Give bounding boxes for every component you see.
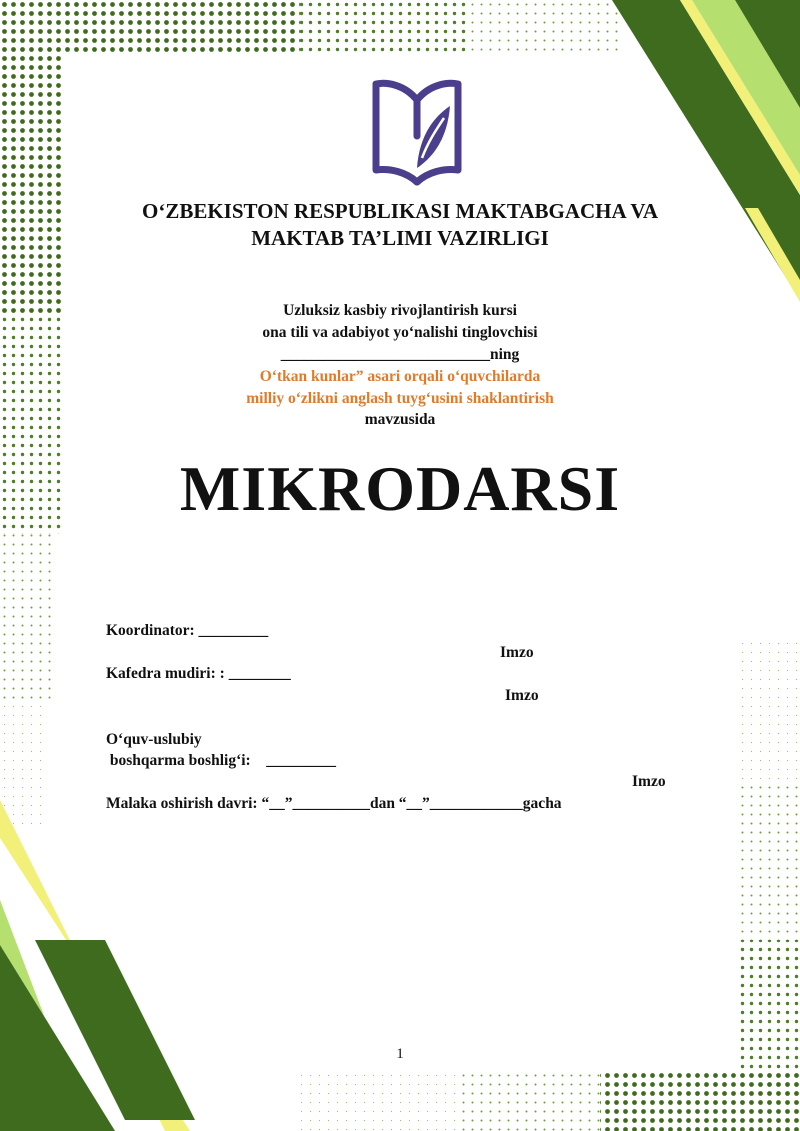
topic-line-1: O‘tkan kunlar” asari orqali o‘quvchilarda [259,368,541,385]
signature-label-3: Imzo [632,773,666,790]
course-line-2: ona tili va adabiyot yo‘nalishi tinglovchisi [262,324,538,341]
ministry-line-2: MAKTAB TA’LIMI VAZIRLIGI [251,226,549,250]
open-book-leaf-icon [372,78,462,190]
ministry-heading [0,198,800,252]
document-title: MIKRODARSI [179,453,621,524]
edu-dept-line-1: O‘quv-uslubiy [106,731,202,748]
course-line-1: Uzluksiz kasbiy rivojlantirish kursi [283,302,517,319]
signature-label-2: Imzo [505,687,539,704]
topic-line-2: milliy o‘zlikni anglash tuyg‘usini shaklantirish [246,390,554,407]
signature-label-1: Imzo [500,644,534,661]
department-head-field: Kafedra mudiri: : ________ [106,665,291,682]
course-line-4: mavzusida [364,411,436,428]
top-right-stripes [612,0,800,302]
training-period-field: Malaka oshirish davri: “__”__________dan “__”____________gacha [106,795,562,812]
ministry-line-1: O‘ZBEKISTON RESPUBLIKASI MAKTABGACHA VA [142,199,658,223]
coordinator-field: Koordinator: _________ [106,622,269,639]
edu-dept-head-field: boshqarma boshlig‘i: _________ [106,752,336,769]
page-number: 1 [396,1046,404,1062]
student-name-blank: ___________________________ning [280,346,520,363]
bottom-left-stripes [0,800,195,1131]
